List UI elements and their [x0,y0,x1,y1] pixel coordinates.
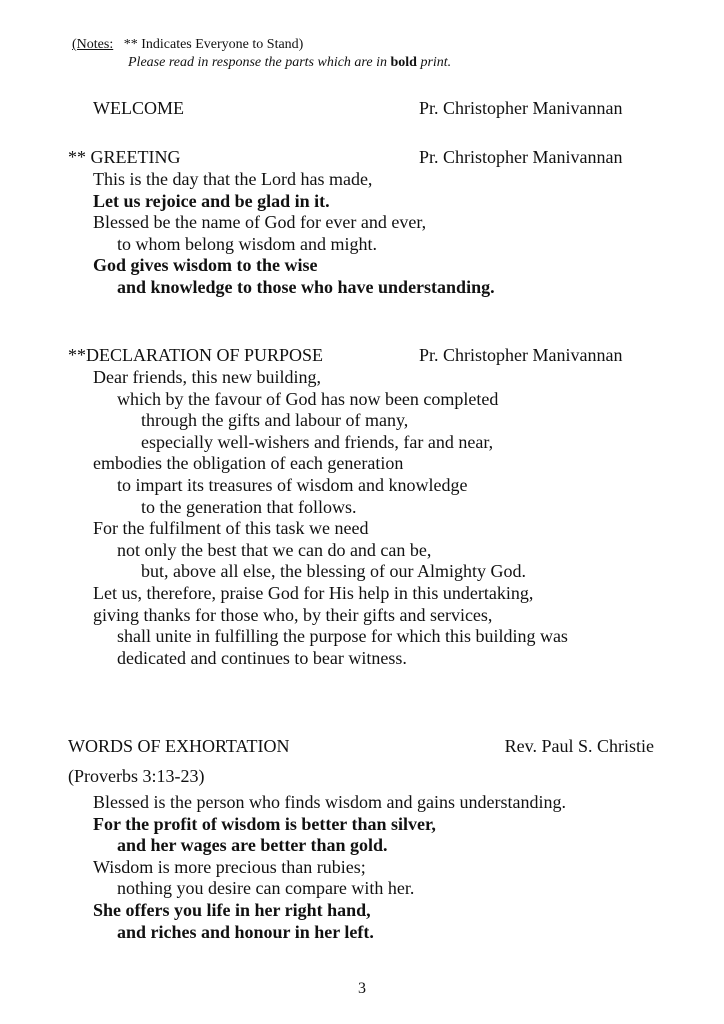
section-title: WORDS OF EXHORTATION [68,736,290,756]
text-line: to the generation that follows. [141,496,357,517]
response-line: and her wages are better than gold. [117,835,388,856]
text-line: dedicated and continues to bear witness. [117,647,407,668]
text-line: which by the favour of God has now been completed [117,388,499,409]
stand-note: ** Indicates Everyone to Stand) [123,37,304,52]
text-line: shall unite in fulfilling the purpose for which this building was [117,626,568,647]
response-note-suffix: print. [416,55,452,70]
text-line: This is the day that the Lord has made, [93,169,373,189]
declaration-lines [68,367,654,669]
notes-line-1 [72,36,451,54]
text-line: Wisdom is more precious than rubies; [93,856,366,877]
section-exhortation [68,734,654,943]
text-line: but, above all else, the blessing of our Almighty God. [141,561,526,582]
section-declaration [68,343,654,669]
section-title: WELCOME [93,98,184,118]
text-line: Let us, therefore, praise God for His help in this undertaking, [93,582,534,603]
text-line: not only the best that we can do and can be, [117,539,432,560]
section-leader: Pr. Christopher Manivannan [419,98,623,118]
notes-line-2 [72,54,451,72]
section-title: **DECLARATION OF PURPOSE [68,345,324,365]
text-line: For the fulfilment of this task we need [93,518,369,539]
section-header [68,96,654,120]
notes-label: (Notes: [72,37,114,52]
section-leader: Pr. Christopher Manivannan [419,345,623,365]
section-greeting [68,145,654,299]
scripture-reference: (Proverbs 3:13-23) [68,766,205,786]
exhortation-lines [68,792,654,943]
section-title: ** GREETING [68,147,181,167]
text-line: Dear friends, this new building, [93,367,321,387]
response-line: and knowledge to those who have understanding. [117,276,495,297]
text-line: through the gifts and labour of many, [141,410,409,431]
section-header [68,343,654,367]
page-number: 3 [358,980,366,997]
text-line: Blessed is the person who finds wisdom and gains understanding. [93,792,566,812]
response-note-prefix: Please read in response the parts which are in [128,55,391,70]
response-line: She offers you life in her right hand, [93,899,371,920]
text-line: to impart its treasures of wisdom and knowledge [117,474,468,495]
text-line: embodies the obligation of each generation [93,453,404,474]
response-line: Let us rejoice and be glad in it. [93,190,330,211]
response-line: God gives wisdom to the wise [93,255,318,276]
section-welcome [68,96,654,120]
section-leader: Pr. Christopher Manivannan [419,147,623,167]
section-header [68,734,654,758]
response-line: and riches and honour in her left. [117,921,374,942]
response-line: For the profit of wisdom is better than silver, [93,813,436,834]
text-line: to whom belong wisdom and might. [117,233,377,254]
section-leader: Rev. Paul S. Christie [504,736,654,756]
text-line: giving thanks for those who, by their gifts and services, [93,604,493,625]
text-line: Blessed be the name of God for ever and ever, [93,212,427,233]
notes-block [72,36,451,72]
text-line: nothing you desire can compare with her. [117,878,415,899]
section-header [68,145,654,169]
text-line: especially well-wishers and friends, far and near, [141,431,494,452]
response-note-bold: bold [390,55,417,70]
greeting-responsive-lines [68,169,654,299]
